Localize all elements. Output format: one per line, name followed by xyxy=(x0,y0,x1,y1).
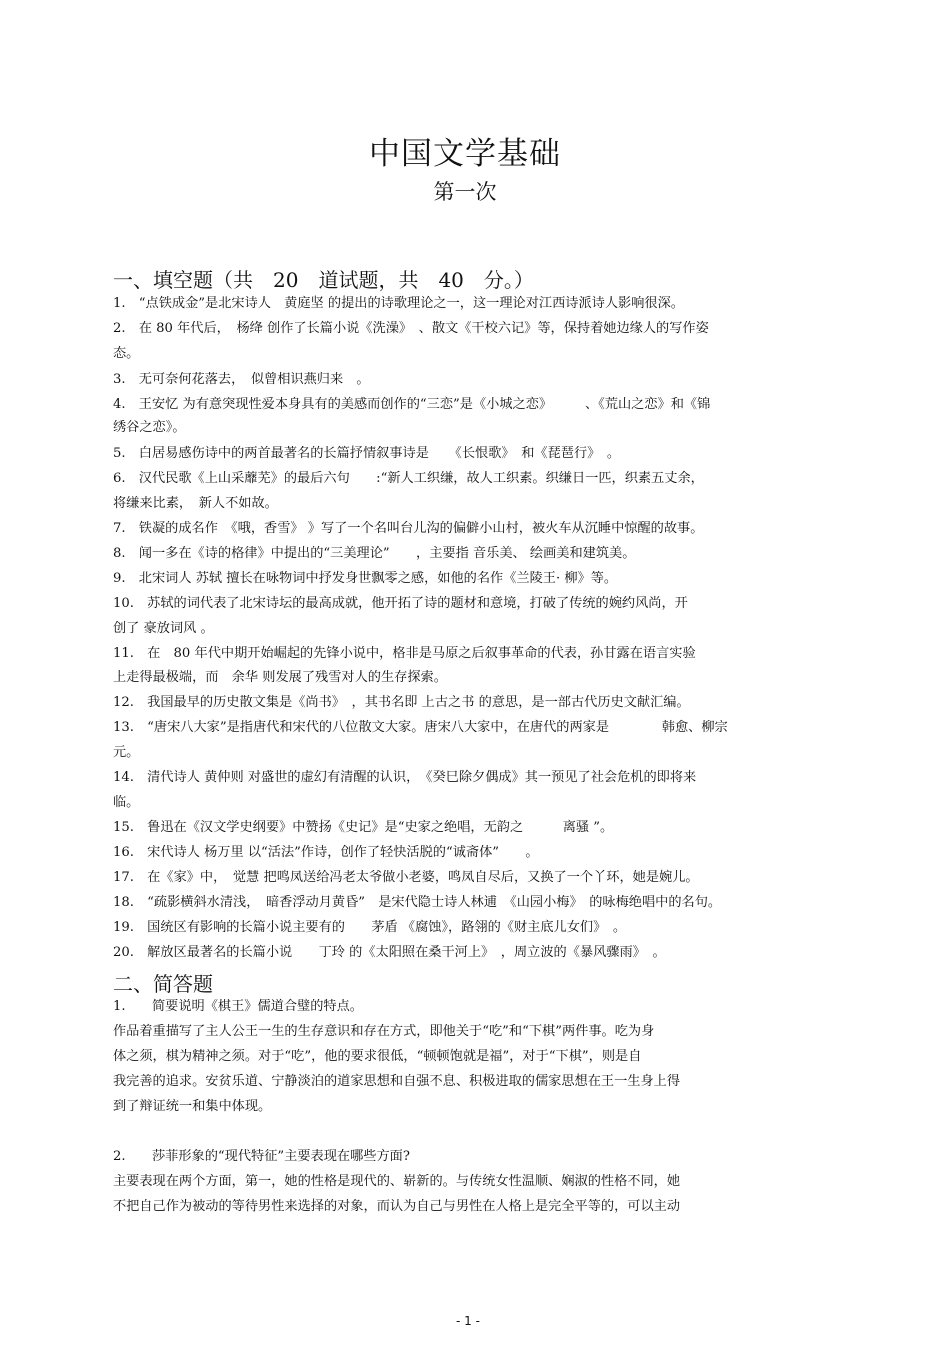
section-heading-fill-in: 一、填空题（共 20 道试题，共 40 分。） xyxy=(113,268,534,292)
question-line: 11. 在 80 年代中期开始崛起的先锋小说中，格非是马原之后叙事革命的代表，孙甘露在语言实验 xyxy=(113,646,696,661)
question-line: 10. 苏轼的词代表了北宋诗坛的最高成就，他开拓了诗的题材和意境，打破了传统的婉约风尚，开 xyxy=(113,596,688,611)
answer-line: 1. 简要说明《棋王》儒道合璧的特点。 xyxy=(113,999,363,1014)
question-line: 17. 在《家》中， 觉慧 把鸣凤送给冯老太爷做小老婆，鸣凤自尽后，又换了一个丫环，她是婉儿。 xyxy=(113,870,699,885)
question-line: 13. “唐宋八大家”是指唐代和宋代的八位散文大家。唐宋八大家中，在唐代的两家是 韩愈、柳宗 xyxy=(113,720,728,735)
question-line: 临。 xyxy=(113,795,140,810)
question-line: 2. 在 80 年代后， 杨绛 创作了长篇小说《洗澡》 、散文《干校六记》等，保持着她边缘人的写作姿 xyxy=(113,321,709,336)
answer-line: 作品着重描写了主人公王一生的生存意识和存在方式，即他关于“吃”和“下棋”两件事。吃为身 xyxy=(113,1024,655,1039)
answer-line: 体之须，棋为精神之须。对于“吃”，他的要求很低，“顿顿饱就是福”，对于“下棋”，则是自 xyxy=(113,1049,642,1064)
section-heading-short-answer: 二、简答题 xyxy=(113,972,213,996)
document-title: 中国文学基础 xyxy=(369,136,561,172)
question-line: 绣谷之恋》。 xyxy=(113,420,186,435)
answer-line: 主要表现在两个方面，第一，她的性格是现代的、崭新的。与传统女性温顺、娴淑的性格不同，她 xyxy=(113,1174,681,1189)
question-line: 创了 豪放词风 。 xyxy=(113,621,214,636)
question-line: 态。 xyxy=(113,346,140,361)
question-line: 上走得最极端，而 余华 则发展了残雪对人的生存探索。 xyxy=(113,670,447,685)
question-line: 1. “点铁成金”是北宋诗人 黄庭坚 的提出的诗歌理论之一，这一理论对江西诗派诗人影响很深。 xyxy=(113,296,684,311)
answer-line: 我完善的追求。安贫乐道、宁静淡泊的道家思想和自强不息、积极进取的儒家思想在王一生身上得 xyxy=(113,1074,681,1089)
question-line: 9. 北宋词人 苏轼 擅长在咏物词中抒发身世飘零之感，如他的名作《兰陵王· 柳》等。 xyxy=(113,571,618,586)
question-line: 7. 铁凝的成名作 《哦，香雪》 》写了一个名叫台儿沟的偏僻小山村，被火车从沉睡中惊醒的故事。 xyxy=(113,521,704,536)
question-line: 12. 我国最早的历史散文集是《尚书》 ，其书名即 上古之书 的意思，是一部古代历史文献汇编。 xyxy=(113,695,690,710)
question-line: 15. 鲁迅在《汉文学史纲要》中赞扬《史记》是“史家之绝唱，无韵之 离骚 ”。 xyxy=(113,820,614,835)
document-subtitle: 第一次 xyxy=(433,180,497,204)
question-line: 20. 解放区最著名的长篇小说 丁玲 的《太阳照在桑干河上》 ，周立波的《暴风骤雨》 。 xyxy=(113,945,666,960)
question-line: 8. 闻一多在《诗的格律》中提出的“三美理论” ，主要指 音乐美、 绘画美和建筑美。 xyxy=(113,546,636,561)
answer-line: 不把自己作为被动的等待男性来选择的对象，而认为自己与男性在人格上是完全平等的，可以主动 xyxy=(113,1199,681,1214)
answer-line: 到了辩证统一和集中体现。 xyxy=(113,1099,272,1114)
question-line: 元。 xyxy=(113,745,140,760)
question-line: 16. 宋代诗人 杨万里 以“活法”作诗，创作了轻快活脱的“诚斋体” 。 xyxy=(113,845,539,860)
answer-line: 2. 莎菲形象的“现代特征”主要表现在哪些方面? xyxy=(113,1149,410,1164)
page-number: - 1 - xyxy=(456,1314,480,1328)
question-line: 将缣来比素， 新人不如故。 xyxy=(113,496,278,511)
question-line: 3. 无可奈何花落去， 似曾相识燕归来 。 xyxy=(113,372,370,387)
question-line: 14. 清代诗人 黄仲则 对盛世的虚幻有清醒的认识， 《癸巳除夕偶成》其一预见了社会危机的即将来 xyxy=(113,770,697,785)
question-line: 18. “疏影横斜水清浅， 暗香浮动月黄昏” 是宋代隐士诗人林逋 《山园小梅》 的咏梅绝唱中的名句。 xyxy=(113,895,722,910)
question-line: 6. 汉代民歌《上山采蘼芜》的最后六句 :“新人工织缣，故人工织素。织缣日一匹，织素五丈余， xyxy=(113,471,704,486)
question-line: 5. 白居易感伤诗中的两首最著名的长篇抒情叙事诗是 《长恨歌》 和《琵琶行》 。 xyxy=(113,446,621,461)
question-line: 19. 国统区有影响的长篇小说主要有的 茅盾 《腐蚀》，路翎的《财主底儿女们》 。 xyxy=(113,920,627,935)
question-line: 4. 王安忆 为有意突现性爱本身具有的美感而创作的“三恋”是《小城之恋》 、《荒山之恋》和《锦 xyxy=(113,397,711,412)
